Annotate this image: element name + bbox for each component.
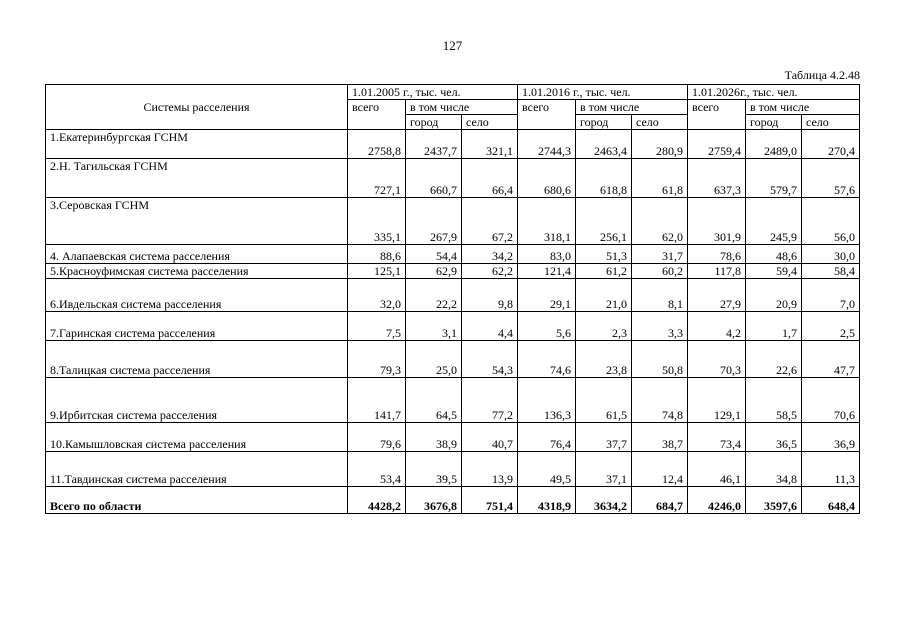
value-cell: 321,1 xyxy=(462,130,518,159)
value-cell: 74,6 xyxy=(518,341,576,378)
value-cell: 125,1 xyxy=(348,264,406,279)
value-cell: 256,1 xyxy=(576,198,632,245)
settlement-system-name: 9.Ирбитская система расселения xyxy=(46,378,348,423)
value-cell: 2,5 xyxy=(802,312,860,341)
value-cell: 37,1 xyxy=(576,452,632,487)
value-cell: 318,1 xyxy=(518,198,576,245)
table-row xyxy=(46,159,860,198)
header-including-2016: в том числе xyxy=(576,100,688,115)
header-including-2026: в том числе xyxy=(746,100,860,115)
value-cell: 3634,2 xyxy=(576,487,632,514)
table-row xyxy=(46,279,860,312)
header-city-2026: город xyxy=(746,115,802,130)
total-row xyxy=(46,487,860,514)
value-cell: 56,0 xyxy=(802,198,860,245)
value-cell: 61,8 xyxy=(632,159,688,198)
value-cell: 136,3 xyxy=(518,378,576,423)
value-cell: 22,6 xyxy=(746,341,802,378)
value-cell: 2463,4 xyxy=(576,130,632,159)
header-village-2016: село xyxy=(632,115,688,130)
value-cell: 117,8 xyxy=(688,264,746,279)
value-cell: 61,2 xyxy=(576,264,632,279)
value-cell: 22,2 xyxy=(406,279,462,312)
value-cell: 73,4 xyxy=(688,423,746,452)
value-cell: 660,7 xyxy=(406,159,462,198)
header-including-2005: в том числе xyxy=(406,100,518,115)
value-cell: 648,4 xyxy=(802,487,860,514)
value-cell: 12,4 xyxy=(632,452,688,487)
value-cell: 4428,2 xyxy=(348,487,406,514)
settlement-system-name: 7.Гаринская система расселения xyxy=(46,312,348,341)
value-cell: 48,6 xyxy=(746,245,802,264)
value-cell: 680,6 xyxy=(518,159,576,198)
table-row xyxy=(46,198,860,245)
table-row xyxy=(46,245,860,264)
value-cell: 301,9 xyxy=(688,198,746,245)
value-cell: 2489,0 xyxy=(746,130,802,159)
value-cell: 1,7 xyxy=(746,312,802,341)
settlement-system-name: 6.Ивдельская система расселения xyxy=(46,279,348,312)
value-cell: 47,7 xyxy=(802,341,860,378)
value-cell: 38,7 xyxy=(632,423,688,452)
value-cell: 77,2 xyxy=(462,378,518,423)
header-row-periods xyxy=(46,85,860,100)
settlement-system-name: 8.Талицкая система расселения xyxy=(46,341,348,378)
table-label: Таблица 4.2.48 xyxy=(784,68,860,82)
value-cell: 40,7 xyxy=(462,423,518,452)
value-cell: 54,3 xyxy=(462,341,518,378)
value-cell: 83,0 xyxy=(518,245,576,264)
value-cell: 29,1 xyxy=(518,279,576,312)
header-period-2026: 1.01.2026г., тыс. чел. xyxy=(688,85,860,100)
value-cell: 13,9 xyxy=(462,452,518,487)
value-cell: 51,3 xyxy=(576,245,632,264)
value-cell: 2744,3 xyxy=(518,130,576,159)
settlement-system-name: 2.Н. Тагильская ГСНМ xyxy=(46,159,348,198)
value-cell: 76,4 xyxy=(518,423,576,452)
value-cell: 36,5 xyxy=(746,423,802,452)
value-cell: 70,3 xyxy=(688,341,746,378)
value-cell: 66,4 xyxy=(462,159,518,198)
value-cell: 79,6 xyxy=(348,423,406,452)
value-cell: 684,7 xyxy=(632,487,688,514)
value-cell: 67,2 xyxy=(462,198,518,245)
value-cell: 39,5 xyxy=(406,452,462,487)
header-total-2016: всего xyxy=(518,100,576,115)
value-cell: 270,4 xyxy=(802,130,860,159)
value-cell: 62,2 xyxy=(462,264,518,279)
value-cell: 11,3 xyxy=(802,452,860,487)
value-cell: 62,0 xyxy=(632,198,688,245)
value-cell: 3,1 xyxy=(406,312,462,341)
header-systems: Системы расселения xyxy=(46,85,348,130)
value-cell: 61,5 xyxy=(576,378,632,423)
header-city-2016: город xyxy=(576,115,632,130)
table-row xyxy=(46,378,860,423)
value-cell: 267,9 xyxy=(406,198,462,245)
value-cell: 31,7 xyxy=(632,245,688,264)
value-cell: 62,9 xyxy=(406,264,462,279)
value-cell: 4,2 xyxy=(688,312,746,341)
header-period-2005: 1.01.2005 г., тыс. чел. xyxy=(348,85,518,100)
value-cell: 54,4 xyxy=(406,245,462,264)
header-period-2016: 1.01.2016 г., тыс. чел. xyxy=(518,85,688,100)
value-cell: 579,7 xyxy=(746,159,802,198)
value-cell: 53,4 xyxy=(348,452,406,487)
table-row xyxy=(46,264,860,279)
value-cell: 618,8 xyxy=(576,159,632,198)
value-cell: 30,0 xyxy=(802,245,860,264)
value-cell: 3597,6 xyxy=(746,487,802,514)
settlement-system-name: 4. Алапаевская система расселения xyxy=(46,245,348,264)
value-cell: 37,7 xyxy=(576,423,632,452)
header-village-2026: село xyxy=(802,115,860,130)
value-cell: 637,3 xyxy=(688,159,746,198)
value-cell: 2759,4 xyxy=(688,130,746,159)
value-cell: 2758,8 xyxy=(348,130,406,159)
value-cell: 74,8 xyxy=(632,378,688,423)
value-cell: 38,9 xyxy=(406,423,462,452)
value-cell: 64,5 xyxy=(406,378,462,423)
value-cell: 36,9 xyxy=(802,423,860,452)
value-cell: 58,5 xyxy=(746,378,802,423)
table-row xyxy=(46,130,860,159)
settlement-system-name: Всего по области xyxy=(46,487,348,514)
value-cell: 3,3 xyxy=(632,312,688,341)
value-cell: 141,7 xyxy=(348,378,406,423)
value-cell: 245,9 xyxy=(746,198,802,245)
value-cell: 8,1 xyxy=(632,279,688,312)
value-cell: 32,0 xyxy=(348,279,406,312)
settlement-system-name: 3.Серовская ГСНМ xyxy=(46,198,348,245)
header-total-spacer xyxy=(688,115,746,130)
value-cell: 58,4 xyxy=(802,264,860,279)
value-cell: 49,5 xyxy=(518,452,576,487)
value-cell: 88,6 xyxy=(348,245,406,264)
value-cell: 20,9 xyxy=(746,279,802,312)
value-cell: 2437,7 xyxy=(406,130,462,159)
value-cell: 78,6 xyxy=(688,245,746,264)
settlement-system-name: 5.Красноуфимская система расселения xyxy=(46,264,348,279)
value-cell: 59,4 xyxy=(746,264,802,279)
value-cell: 335,1 xyxy=(348,198,406,245)
value-cell: 121,4 xyxy=(518,264,576,279)
value-cell: 57,6 xyxy=(802,159,860,198)
table-row xyxy=(46,452,860,487)
value-cell: 21,0 xyxy=(576,279,632,312)
value-cell: 70,6 xyxy=(802,378,860,423)
settlement-system-name: 11.Тавдинская система расселения xyxy=(46,452,348,487)
table-row xyxy=(46,341,860,378)
value-cell: 4318,9 xyxy=(518,487,576,514)
value-cell: 9,8 xyxy=(462,279,518,312)
value-cell: 4,4 xyxy=(462,312,518,341)
value-cell: 129,1 xyxy=(688,378,746,423)
header-city-2005: город xyxy=(406,115,462,130)
value-cell: 4246,0 xyxy=(688,487,746,514)
value-cell: 23,8 xyxy=(576,341,632,378)
page-number: 127 xyxy=(442,38,463,53)
table-row xyxy=(46,312,860,341)
header-total-spacer xyxy=(348,115,406,130)
value-cell: 25,0 xyxy=(406,341,462,378)
table-row xyxy=(46,423,860,452)
value-cell: 60,2 xyxy=(632,264,688,279)
value-cell: 46,1 xyxy=(688,452,746,487)
value-cell: 751,4 xyxy=(462,487,518,514)
header-total-2026: всего xyxy=(688,100,746,115)
value-cell: 27,9 xyxy=(688,279,746,312)
value-cell: 727,1 xyxy=(348,159,406,198)
value-cell: 7,5 xyxy=(348,312,406,341)
header-total-2005: всего xyxy=(348,100,406,115)
value-cell: 34,2 xyxy=(462,245,518,264)
header-village-2005: село xyxy=(462,115,518,130)
value-cell: 34,8 xyxy=(746,452,802,487)
value-cell: 79,3 xyxy=(348,341,406,378)
value-cell: 7,0 xyxy=(802,279,860,312)
value-cell: 280,9 xyxy=(632,130,688,159)
value-cell: 3676,8 xyxy=(406,487,462,514)
value-cell: 2,3 xyxy=(576,312,632,341)
value-cell: 50,8 xyxy=(632,341,688,378)
settlement-system-name: 1.Екатеринбургская ГСНМ xyxy=(46,130,348,159)
header-total-spacer xyxy=(518,115,576,130)
settlement-table xyxy=(45,84,860,514)
value-cell: 5,6 xyxy=(518,312,576,341)
settlement-system-name: 10.Камышловская система расселения xyxy=(46,423,348,452)
